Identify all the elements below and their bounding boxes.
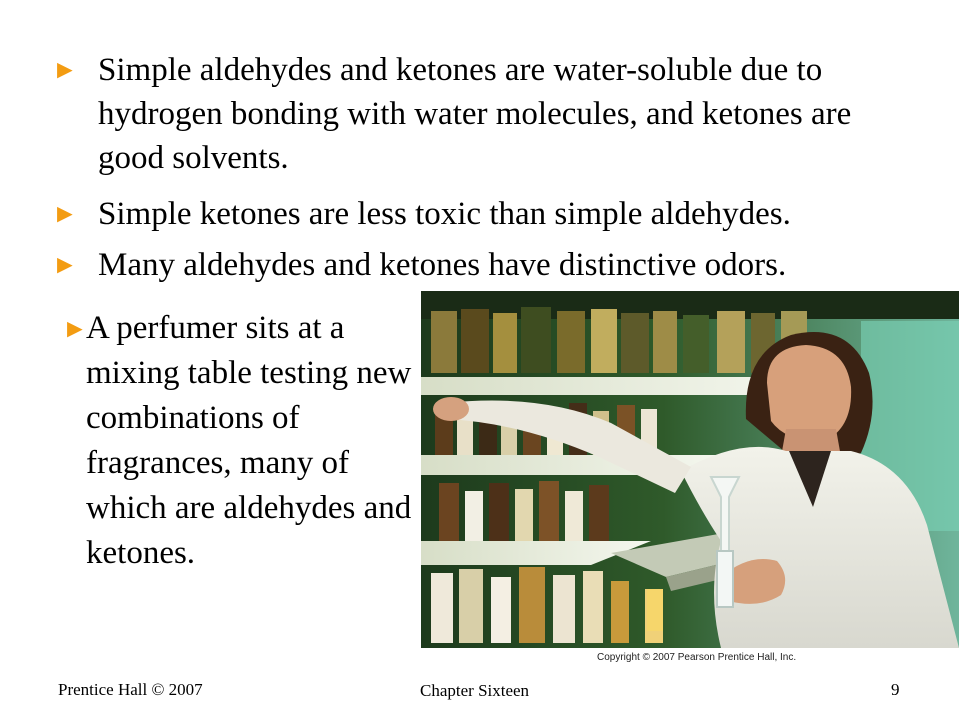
bullet-1 xyxy=(52,48,888,180)
caption-text: A perfumer sits at a mixing table testing new combinations of fragrances, many of which are aldehydes and ketones. xyxy=(86,310,412,571)
photo-credit: Copyright © 2007 Pearson Prentice Hall, Inc. xyxy=(597,652,797,663)
bullet-text: Many aldehydes and ketones have distinctive odors. xyxy=(98,247,787,283)
slide-number: 9 xyxy=(891,680,900,699)
arrow-bullet-icon: ► xyxy=(52,199,78,228)
bullet-text: Simple ketones are less toxic than simple aldehydes. xyxy=(98,196,791,232)
arrow-bullet-icon: ► xyxy=(62,314,88,343)
footer-publisher: Prentice Hall © 2007 xyxy=(58,680,203,699)
bullet-text: Simple aldehydes and ketones are water-soluble due to hydrogen bonding with water molecules, and ketones are good solvents. xyxy=(98,52,852,176)
footer-chapter: Chapter Sixteen xyxy=(420,681,530,700)
arrow-bullet-icon: ► xyxy=(52,250,78,279)
arrow-bullet-icon: ► xyxy=(52,55,78,84)
caption-bullet xyxy=(62,306,416,576)
bullet-3 xyxy=(52,243,888,287)
perfumer-photo xyxy=(421,291,959,648)
bullet-2 xyxy=(52,192,888,236)
